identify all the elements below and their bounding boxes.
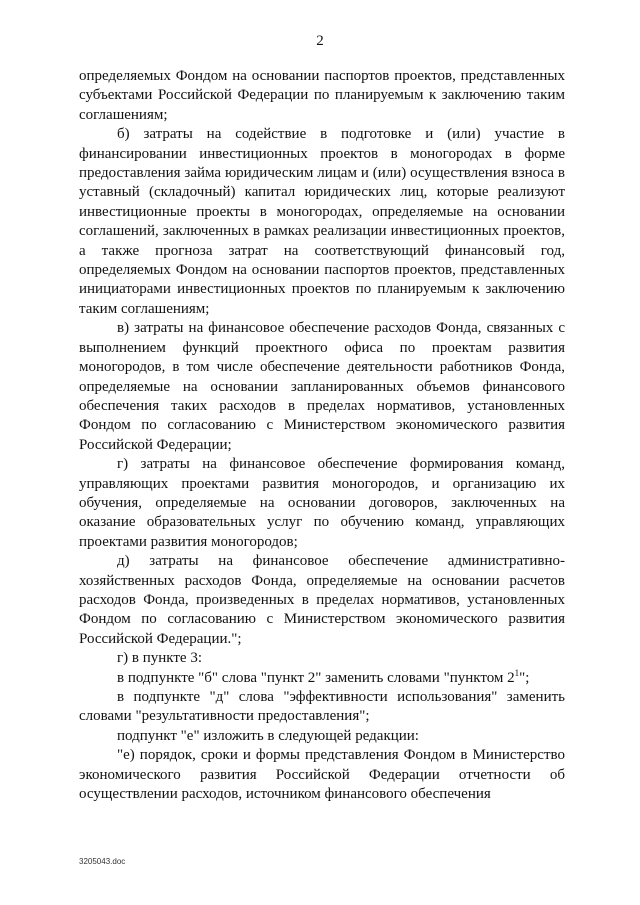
paragraph-item-v: в) затраты на финансовое обеспечение расходов Фонда, связанных с выполнением функций проектного офиса по проектам развития моногородов, в том числе обеспечение деятельности работников Фонда, определяемые на основании запланированных объемов финансового обеспечения таких расходов в пределах нормативов, установленных Фондом по согласованию с Министерством экономического развития Российской Федерации;: [79, 320, 565, 453]
paragraph-continuation: определяемых Фондом на основании паспортов проектов, представленных субъектами Российской Федерации по планируемым к заключению таким соглашениям;: [79, 68, 565, 123]
superscript: 1: [514, 667, 520, 678]
subpoint-b-text: в подпункте "б" слова "пункт 2" заменить словами "пунктом 2: [117, 669, 515, 686]
paragraph-subpoint-b: [79, 669, 565, 688]
paragraph-item-d: д) затраты на финансовое обеспечение административно-хозяйственных расходов Фонда, определяемые на основании расчетов расходов Фонда, произведенных в пределах нормативов, установленных Фондом по согласованию с Министерством экономического развития Российской Федерации.";: [79, 553, 565, 647]
page-number: 2: [316, 33, 324, 49]
paragraph-subpoint-d: в подпункте "д" слова "эффективности использования" заменить словами "результативности предоставления";: [79, 689, 565, 725]
paragraph-item-g: г) затраты на финансовое обеспечение формирования команд, управляющих проектами развития моногородов, и организацию их обучения, определяемые на основании договоров, заключенных на оказание образовательных услуг по обучению команд, управляющих проектами развития моногородов;: [79, 456, 565, 550]
paragraph-point-3: г) в пункте 3:: [117, 650, 203, 667]
paragraph-item-b: б) затраты на содействие в подготовке и (или) участие в финансировании инвестиционных проектов в моногородах в форме предоставления займа юридическим лицам и (или) осуществления взноса в уставный (складочный) капитал юридических лиц, которые реализуют инвестиционные проекты в моногородах, определяемые на основании соглашений, заключенных в рамках реализации инвестиционных проектов, а также прогноза затрат на соответствующий финансовый год, определяемых Фондом на основании паспортов проектов, представленных инициаторами инвестиционных проектов по планируемым к заключению таким соглашениям;: [79, 126, 565, 317]
footer-doc-id: 3205043.doc: [79, 857, 126, 866]
paragraph-subpoint-e: "е) порядок, сроки и формы представления Фондом в Министерство экономического развития Российской Федерации отчетности об осуществлении расходов, источником финансового обеспечения: [79, 747, 565, 803]
paragraph-subpoint-e-intro: подпункт "е" изложить в следующей редакции:: [117, 727, 419, 744]
document-body: [79, 67, 565, 804]
subpoint-b-text-end: ";: [519, 669, 530, 686]
